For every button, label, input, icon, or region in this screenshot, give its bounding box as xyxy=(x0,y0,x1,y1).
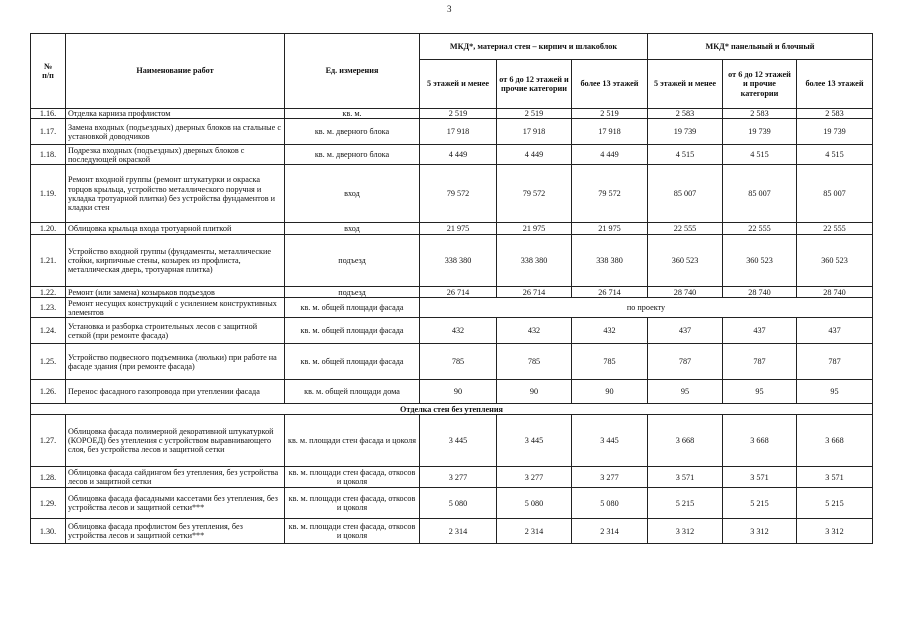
price-cell: 28 740 xyxy=(797,287,873,298)
row-number: 1.30. xyxy=(31,519,66,544)
price-cell: 3 571 xyxy=(723,467,797,488)
price-cell: 437 xyxy=(648,318,723,344)
table-row xyxy=(31,488,873,519)
row-number: 1.25. xyxy=(31,344,66,380)
price-cell: 432 xyxy=(420,318,497,344)
price-cell: 17 918 xyxy=(572,119,648,145)
header-group-brick: МКД*, материал стен – кирпич и шлакоблок xyxy=(420,34,648,60)
section-row xyxy=(31,404,873,415)
price-cell: 4 515 xyxy=(797,145,873,165)
row-number: 1.29. xyxy=(31,488,66,519)
work-name: Облицовка фасада сайдингом без утепления, без устройства лесов и защитной сетки xyxy=(66,467,285,488)
row-number: 1.16. xyxy=(31,109,66,119)
price-cell: 360 523 xyxy=(797,235,873,287)
work-name: Устройство входной группы (фундаменты, металлические стойки, кирпичные стены, козырек из профлиста, металлическая дверь, тротуарная плитка) xyxy=(66,235,285,287)
unit-cell: кв. м. площади стен фасада, откосов и цоколя xyxy=(285,519,420,544)
unit-cell: подъезд xyxy=(285,235,420,287)
table-row xyxy=(31,109,873,119)
unit-cell: кв. м. площади стен фасада, откосов и цоколя xyxy=(285,488,420,519)
unit-cell: кв. м. площади стен фасада и цоколя xyxy=(285,415,420,467)
table-row xyxy=(31,298,873,318)
row-number: 1.23. xyxy=(31,298,66,318)
price-cell: 437 xyxy=(797,318,873,344)
price-cell: 2 519 xyxy=(572,109,648,119)
unit-cell: кв. м. общей площади фасада xyxy=(285,318,420,344)
row-number: 1.21. xyxy=(31,235,66,287)
header-unit: Ед. измерения xyxy=(285,34,420,109)
price-cell: 3 312 xyxy=(648,519,723,544)
price-cell: 5 215 xyxy=(797,488,873,519)
subheader-cell: 5 этажей и менее xyxy=(420,60,497,109)
row-number: 1.27. xyxy=(31,415,66,467)
header-group-panel: МКД* панельный и блочный xyxy=(648,34,873,60)
price-cell: 787 xyxy=(648,344,723,380)
price-cell: 3 571 xyxy=(797,467,873,488)
price-cell: 3 571 xyxy=(648,467,723,488)
price-cell: 787 xyxy=(723,344,797,380)
table-row xyxy=(31,415,873,467)
header-work-name: Наименование работ xyxy=(66,34,285,109)
unit-cell: кв. м. дверного блока xyxy=(285,145,420,165)
table-row xyxy=(31,380,873,404)
price-cell: 5 215 xyxy=(723,488,797,519)
row-number: 1.17. xyxy=(31,119,66,145)
unit-cell: кв. м. общей площади фасада xyxy=(285,298,420,318)
price-cell: 85 007 xyxy=(797,165,873,223)
price-cell: 21 975 xyxy=(420,223,497,235)
price-cell: 3 277 xyxy=(497,467,572,488)
price-cell: 3 277 xyxy=(572,467,648,488)
price-cell: 95 xyxy=(797,380,873,404)
price-cell: 85 007 xyxy=(648,165,723,223)
table-row xyxy=(31,145,873,165)
price-cell: 19 739 xyxy=(648,119,723,145)
row-number: 1.22. xyxy=(31,287,66,298)
unit-cell: вход xyxy=(285,223,420,235)
row-number: 1.28. xyxy=(31,467,66,488)
price-cell: 26 714 xyxy=(572,287,648,298)
page-number: 3 xyxy=(447,4,452,14)
work-name: Облицовка фасада полимерной декоративной штукатуркой (КОРОЕД) без утепления с устройством выравнивающего слоя, без устройства лесов и защитной сетки xyxy=(66,415,285,467)
price-cell: 2 314 xyxy=(497,519,572,544)
price-cell: 22 555 xyxy=(648,223,723,235)
price-cell: 79 572 xyxy=(572,165,648,223)
work-name: Замена входных (подъездных) дверных блоков на стальные с установкой доводчиков xyxy=(66,119,285,145)
price-cell: 3 668 xyxy=(797,415,873,467)
unit-cell: кв. м. площади стен фасада, откосов и цоколя xyxy=(285,467,420,488)
price-cell: 90 xyxy=(497,380,572,404)
price-cell: 79 572 xyxy=(497,165,572,223)
price-cell: 26 714 xyxy=(420,287,497,298)
price-cell: 4 515 xyxy=(648,145,723,165)
price-cell: 785 xyxy=(572,344,648,380)
price-cell: 2 583 xyxy=(648,109,723,119)
table-row xyxy=(31,519,873,544)
table-row xyxy=(31,235,873,287)
subheader-cell: от 6 до 12 этажей и прочие категории xyxy=(723,60,797,109)
price-cell: 4 515 xyxy=(723,145,797,165)
price-cell: 2 519 xyxy=(497,109,572,119)
price-cell: 28 740 xyxy=(723,287,797,298)
unit-cell: кв. м. общей площади дома xyxy=(285,380,420,404)
row-number: 1.19. xyxy=(31,165,66,223)
work-name: Перенос фасадного газопровода при утеплении фасада xyxy=(66,380,285,404)
price-cell: 785 xyxy=(420,344,497,380)
price-cell: 5 215 xyxy=(648,488,723,519)
price-cell: 3 668 xyxy=(648,415,723,467)
price-cell: 432 xyxy=(572,318,648,344)
price-cell: 437 xyxy=(723,318,797,344)
header-number: № п/п xyxy=(31,34,66,109)
price-cell: 22 555 xyxy=(723,223,797,235)
price-cell: 3 445 xyxy=(420,415,497,467)
price-cell: 3 445 xyxy=(572,415,648,467)
price-cell: 4 449 xyxy=(497,145,572,165)
price-cell: 338 380 xyxy=(572,235,648,287)
price-cell: 85 007 xyxy=(723,165,797,223)
work-name: Ремонт (или замена) козырьков подъездов xyxy=(66,287,285,298)
price-cell: 2 314 xyxy=(420,519,497,544)
work-name: Установка и разборка строительных лесов с защитной сеткой (при ремонте фасада) xyxy=(66,318,285,344)
price-cell: 21 975 xyxy=(497,223,572,235)
price-cell: 5 080 xyxy=(572,488,648,519)
subheader-cell: более 13 этажей xyxy=(572,60,648,109)
table-row xyxy=(31,165,873,223)
price-cell: 3 312 xyxy=(723,519,797,544)
price-cell: 4 449 xyxy=(420,145,497,165)
price-cell: 2 519 xyxy=(420,109,497,119)
price-cell: 2 583 xyxy=(723,109,797,119)
row-number: 1.24. xyxy=(31,318,66,344)
table-row xyxy=(31,467,873,488)
price-cell: 360 523 xyxy=(723,235,797,287)
table-row xyxy=(31,344,873,380)
price-cell: 17 918 xyxy=(420,119,497,145)
subheader-cell: 5 этажей и менее xyxy=(648,60,723,109)
price-cell: 95 xyxy=(723,380,797,404)
price-cell: 5 080 xyxy=(420,488,497,519)
table-header xyxy=(31,34,873,109)
price-cell: 90 xyxy=(420,380,497,404)
subheader-cell: от 6 до 12 этажей и прочие категории xyxy=(497,60,572,109)
unit-cell: кв. м. xyxy=(285,109,420,119)
price-cell: 3 277 xyxy=(420,467,497,488)
price-cell: 21 975 xyxy=(572,223,648,235)
price-cell: 3 668 xyxy=(723,415,797,467)
prices-table xyxy=(30,33,873,544)
section-title: Отделка стен без утепления xyxy=(31,404,873,415)
table-row xyxy=(31,119,873,145)
price-cell: 2 314 xyxy=(572,519,648,544)
row-number: 1.20. xyxy=(31,223,66,235)
price-cell: 3 445 xyxy=(497,415,572,467)
price-cell: 787 xyxy=(797,344,873,380)
work-name: Отделка карниза профлистом xyxy=(66,109,285,119)
price-cell: 19 739 xyxy=(723,119,797,145)
subheader-cell: более 13 этажей xyxy=(797,60,873,109)
price-cell: 95 xyxy=(648,380,723,404)
price-cell: 28 740 xyxy=(648,287,723,298)
unit-cell: вход xyxy=(285,165,420,223)
price-cell: 4 449 xyxy=(572,145,648,165)
price-cell: 2 583 xyxy=(797,109,873,119)
work-name: Облицовка фасада фасадными кассетами без утепления, без устройства лесов и защитной сетки*** xyxy=(66,488,285,519)
price-cell: 338 380 xyxy=(497,235,572,287)
row-number: 1.18. xyxy=(31,145,66,165)
price-cell: 3 312 xyxy=(797,519,873,544)
work-name: Подрезка входных (подъездных) дверных блоков с последующей окраской xyxy=(66,145,285,165)
work-name: Устройство подвесного подъемника (люльки) при работе на фасаде здания (при ремонте фасада) xyxy=(66,344,285,380)
unit-cell: кв. м. дверного блока xyxy=(285,119,420,145)
table-row xyxy=(31,318,873,344)
work-name: Ремонт несущих конструкций с усилением конструктивных элементов xyxy=(66,298,285,318)
value-by-project: по проекту xyxy=(420,298,873,318)
table-body xyxy=(31,109,873,544)
price-cell: 90 xyxy=(572,380,648,404)
table-row xyxy=(31,287,873,298)
price-cell: 785 xyxy=(497,344,572,380)
price-cell: 338 380 xyxy=(420,235,497,287)
price-cell: 17 918 xyxy=(497,119,572,145)
work-name: Облицовка фасада профлистом без утепления, без устройства лесов и защитной сетки*** xyxy=(66,519,285,544)
table-row xyxy=(31,223,873,235)
price-cell: 432 xyxy=(497,318,572,344)
price-cell: 19 739 xyxy=(797,119,873,145)
price-cell: 22 555 xyxy=(797,223,873,235)
row-number: 1.26. xyxy=(31,380,66,404)
price-cell: 79 572 xyxy=(420,165,497,223)
work-name: Ремонт входной группы (ремонт штукатурки и окраска торцов крыльца, устройство металлического поручня и укладка тротуарной плитки) без устройства фундаментов и кладки стен xyxy=(66,165,285,223)
unit-cell: кв. м. общей площади фасада xyxy=(285,344,420,380)
price-cell: 5 080 xyxy=(497,488,572,519)
work-name: Облицовка крыльца входа тротуарной плиткой xyxy=(66,223,285,235)
unit-cell: подъезд xyxy=(285,287,420,298)
price-cell: 360 523 xyxy=(648,235,723,287)
price-cell: 26 714 xyxy=(497,287,572,298)
